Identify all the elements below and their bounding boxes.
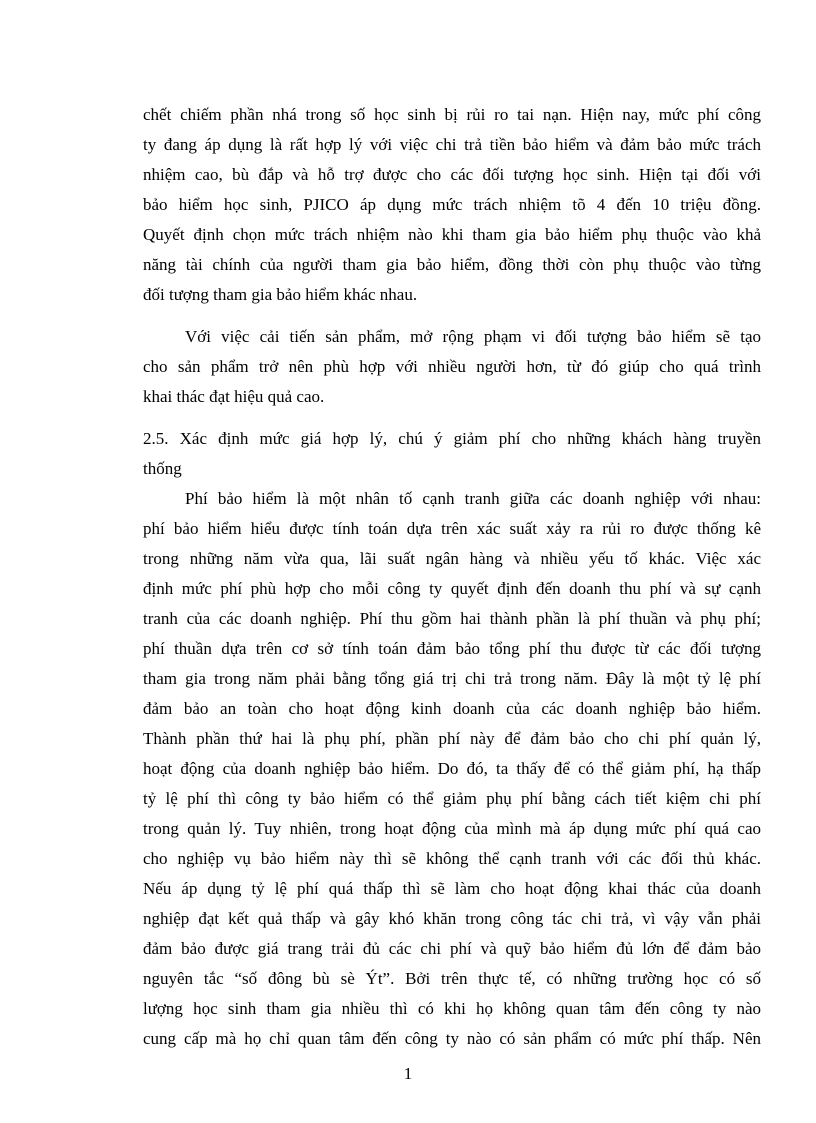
text-line: trong những năm vừa qua, lãi suất ngân hàng và nhiều yếu tố khác. Việc xác (143, 549, 761, 568)
text-line: Nếu áp dụng tỷ lệ phí quá thấp thì sẽ làm cho hoạt động khai thác của doanh (143, 879, 761, 898)
text-line: cung cấp mà họ chỉ quan tâm đến công ty nào có sản phẩm có mức phí thấp. Nên (143, 1029, 761, 1048)
text-line: khai thác đạt hiệu quả cao. (143, 387, 325, 406)
text-line: Thành phần thứ hai là phụ phí, phần phí này để đảm bảo cho chi phí quản lý, (143, 729, 761, 748)
text-line: đảm bảo an toàn cho hoạt động kinh doanh của các doanh nghiệp bảo hiểm. (143, 699, 761, 718)
text-line: Với việc cải tiến sản phẩm, mở rộng phạm vi đối tượng bảo hiểm sẽ tạo (185, 327, 761, 346)
text-line: tranh của các doanh nghiệp. Phí thu gồm hai thành phần là phí thuần và phụ phí; (143, 609, 761, 628)
section-heading-2-5 (143, 424, 761, 484)
paragraph-spacer (143, 310, 761, 322)
text-line: ty đang áp dụng là rất hợp lý với việc chi trả tiền bảo hiểm và đảm bảo mức trách (143, 135, 761, 154)
text-line: lượng học sinh tham gia nhiều thì có khi họ không quan tâm đến công ty nào (143, 999, 761, 1018)
text-line: thống (143, 459, 182, 478)
text-line: phí thuần dựa trên cơ sở tính toán đảm bảo tổng phí thu được từ các đối tượng (143, 639, 761, 658)
text-line: đối tượng tham gia bảo hiểm khác nhau. (143, 285, 418, 304)
text-line: 2.5. Xác định mức giá hợp lý, chú ý giảm phí cho những khách hàng truyền (143, 429, 761, 448)
paragraph-insurance-fees (143, 484, 761, 1054)
text-line: nhiệm cao, bù đắp và hỗ trợ được cho các đối tượng học sinh. Hiện tại đối với (143, 165, 761, 184)
paragraph-spacer (143, 412, 761, 424)
text-line: tham gia trong năm phải bằng tổng giá trị chi trả trong năm. Đây là một tỷ lệ phí (143, 669, 761, 688)
text-line: phí bảo hiểm hiểu được tính toán dựa trên xác suất xảy ra rủi ro được thống kê (143, 519, 761, 538)
text-line: tỷ lệ phí thì công ty bảo hiểm có thể giảm phụ phí bằng cách tiết kiệm chi phí (143, 789, 761, 808)
text-line: hoạt động của doanh nghiệp bảo hiểm. Do đó, ta thấy để có thể giảm phí, hạ thấp (143, 759, 761, 778)
text-line: bảo hiểm học sinh, PJICO áp dụng mức trách nhiệm tõ 4 đến 10 triệu đồng. (143, 195, 761, 214)
document-body (143, 100, 761, 1054)
paragraph-premium-rates (143, 100, 761, 310)
text-line: cho sản phẩm trở nên phù hợp với nhiều người hơn, từ đó giúp cho quá trình (143, 357, 761, 376)
text-line: nghiệp đạt kết quả thấp và gây khó khăn trong công tác chi trả, vì vậy vẫn phải (143, 909, 761, 928)
text-line: định mức phí phù hợp cho mỗi công ty quyết định đến doanh thu phí và sự cạnh (143, 579, 761, 598)
text-line: cho nghiệp vụ bảo hiểm này thì sẽ không thể cạnh tranh với các đối thủ khác. (143, 849, 761, 868)
paragraph-product-improvement (143, 322, 761, 412)
page-number: 1 (403, 1064, 413, 1083)
text-line: nguyên tắc “số đông bù sè Ýt”. Bởi trên thực tế, có những trường học có số (143, 969, 761, 988)
text-line: trong quản lý. Tuy nhiên, trong hoạt động của mình mà áp dụng mức phí quá cao (143, 819, 761, 838)
text-line: Quyết định chọn mức trách nhiệm nào khi tham gia bảo hiểm phụ thuộc vào khả (143, 225, 761, 244)
text-line: đảm bảo được giá trang trải đủ các chi phí và quỹ bảo hiểm đủ lớn để đảm bảo (143, 939, 761, 958)
text-line: năng tài chính của người tham gia bảo hiểm, đồng thời còn phụ thuộc vào từng (143, 255, 761, 274)
text-line: chết chiếm phần nhá trong số học sinh bị rủi ro tai nạn. Hiện nay, mức phí công (143, 105, 761, 124)
text-line: Phí bảo hiểm là một nhân tố cạnh tranh giữa các doanh nghiệp với nhau: (185, 489, 761, 508)
